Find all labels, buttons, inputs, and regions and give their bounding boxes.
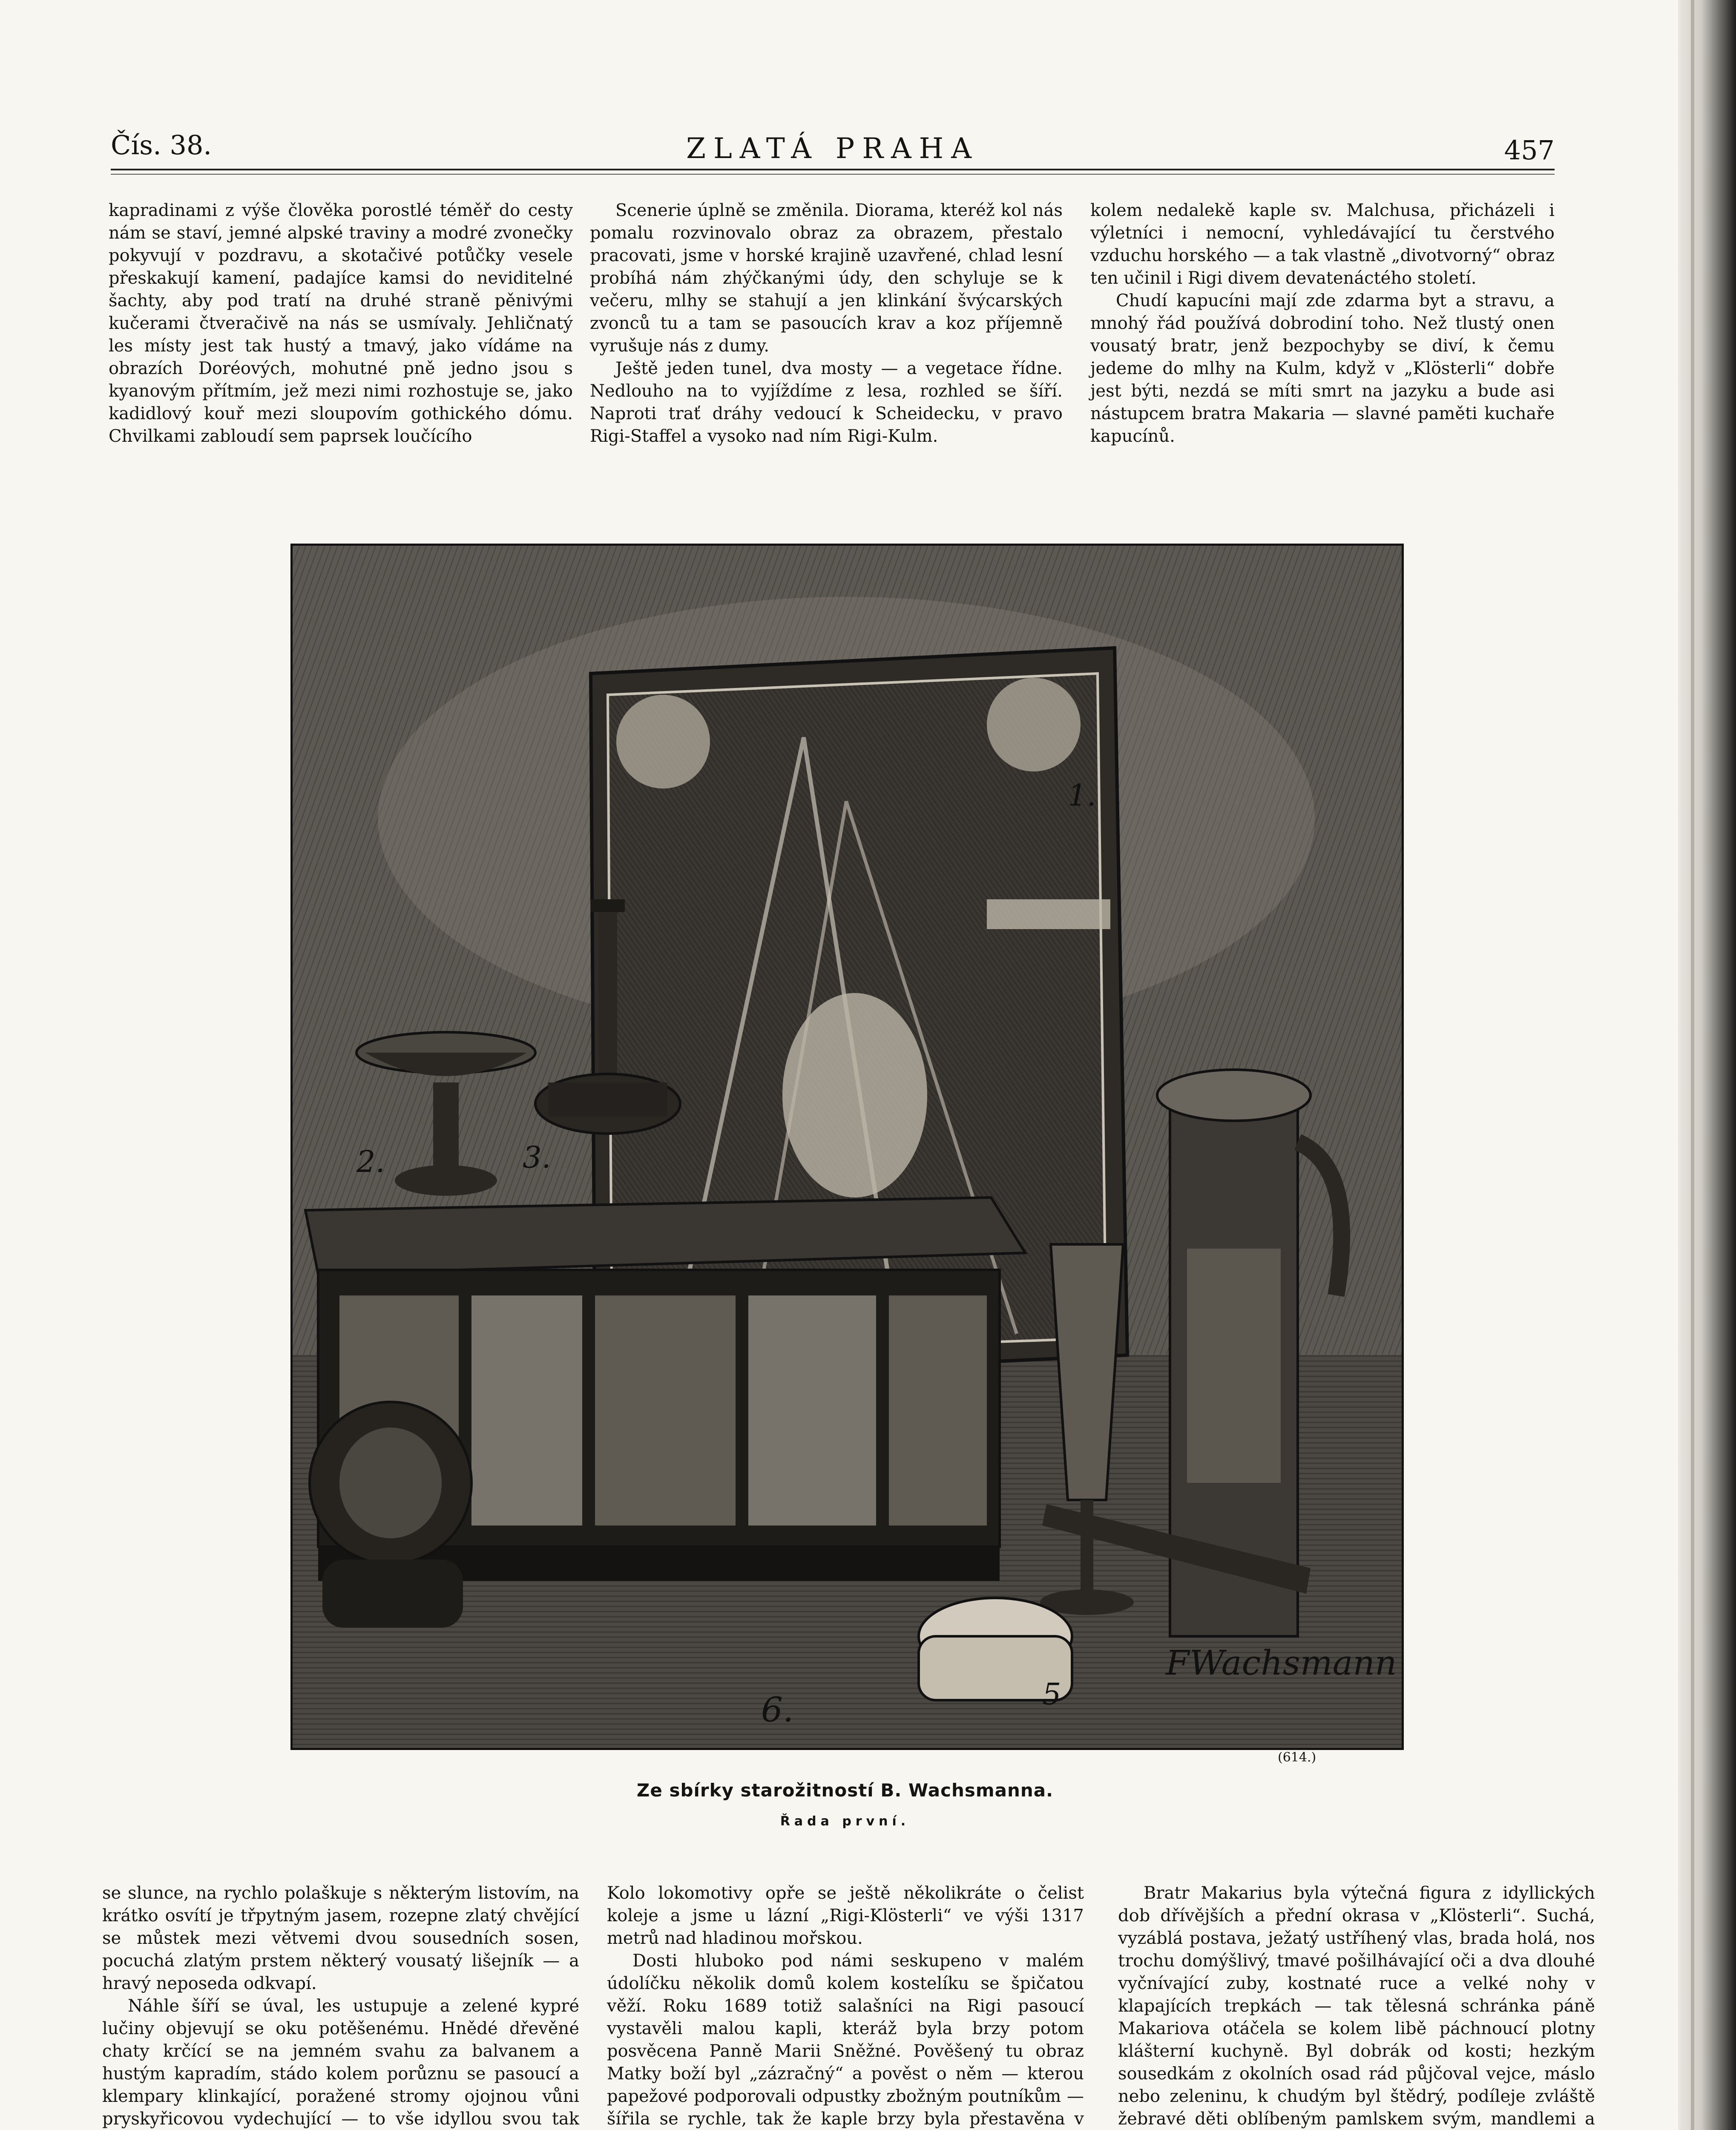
bottom-column-left: [102, 1882, 579, 2130]
paragraph: Bratr Makarius byla výtečná figura z idyllických dob dřívějších a přední okrasa v „Klösterli“. Suchá, vyzáblá postava, ježatý ustříhený vlas, brada holá, nos trochu domýšlivý, tmavé pošilhávající oči a dva dlouhé vyčnívající zuby, kostnaté ruce a velké nohy v klapajících trepkách — tak tělesná schránka páně Makariova otáčela se kolem libě páchnoucí plotny klášterní kuchyně. Byl dobrák od kosti; hezkým sousedkám z okolních osad rád půjčoval vejce, máslo nebo zeleninu, k chudým byl štědrý, podíleje zvláště žebravé děti oblíbeným pamlskem svým, mandlemi a: [1118, 1883, 1595, 2129]
figure-subcaption: Řada první.: [780, 1814, 910, 1829]
bottom-column-middle: [607, 1882, 1084, 2130]
paragraph: Ještě jeden tunel, dva mosty — a vegetace řídne. Nedlouho na to vyjíždíme z lesa, rozhled se šíří. Naproti trať dráhy vedoucí k Scheidecku, v pravo Rigi-Staffel a vysoko nad ním Rigi-Kulm.: [590, 359, 1063, 446]
header-rule-thin: [111, 174, 1555, 175]
item-mark-2: 2.: [356, 1144, 385, 1179]
header-rule: [111, 169, 1555, 170]
page-edge: [1678, 0, 1736, 2130]
top-column-middle: [590, 199, 1063, 448]
engraving-illustration: [290, 544, 1404, 1750]
item-mark-3: 3.: [523, 1140, 551, 1175]
ornamental-box-engraving: [310, 1402, 471, 1628]
paragraph: Dosti hluboko pod námi seskupeno v malém údolíčku několik domů kolem kostelíku se špičatou věží. Roku 1689 totiž salašníci na Rigi pasoucí vystavěli malou kapli, kteráž byla brzy potom posvěcena Panně Marii Sněžné. Pověšený tu obraz Matky boží byl „zázračný“ a pověst o něm — kterou papežové podporovali odpustky zbožným poutníkům — šířila se rychle, tak že kaple brzy byla přestavěna v: [607, 1951, 1084, 2129]
bottom-column-right: [1118, 1882, 1595, 2130]
masthead-title: ZLATÁ PRAHA: [686, 132, 979, 165]
item-mark-1: 1.: [1068, 778, 1096, 813]
paragraph: Scenerie úplně se změnila. Diorama, kteréž kol nás pomalu rozvinovalo obraz za obrazem, přestalo pracovati, jsme v horské krajině uzavřené, chlad lesní probíhá nám zhýčkanými údy, den schyluje se k večeru, mlhy se stahují a jen klinkání švýcarských zvonců tu a tam se pasoucích krav a koz příjemně vyrušuje nás z dumy.: [590, 201, 1063, 356]
paragraph: se slunce, na rychlo polaškuje s některým listovím, na krátko osvítí je třpytným jasem, rozepne zlatý chvějící se můstek mezi větvemi dvou sousedních sosen, pocuchá zlatým prstem některý vousatý lišejník — a hravý neposeda odkvapí.: [102, 1883, 579, 1993]
page-number: 457: [1504, 135, 1555, 166]
paragraph: Kolo lokomotivy opře se ještě několikráte o čelist koleje a jsme u lázní „Rigi-Klösterli“ ve výši 1317 metrů nad hladinou mořskou.: [607, 1883, 1084, 1948]
figure-caption: Ze sbírky starožitností B. Wachsmanna.: [636, 1780, 1054, 1801]
paragraph: kolem nedalekě kaple sv. Malchusa, přicházeli i výletníci i nemocní, vyhledávající tu čerstvého vzduchu horského — a tak vlastně „divotvorný“ obraz ten učinil i Rigi divem devatenáctého století.: [1090, 201, 1555, 288]
issue-number: Čís. 38.: [111, 130, 212, 161]
antiques-engraving: [293, 546, 1402, 1748]
figure-number: (614.): [1278, 1750, 1316, 1765]
page-header: [111, 119, 1555, 175]
paragraph: Chudí kapucíni mají zde zdarma byt a stravu, a mnohý řád používá dobrodiní toho. Než tlustý onen vousatý bratr, jenž bezpochyby se diví, k čemu jedeme do mlhy na Kulm, když v „Klösterli“ dobře jest býti, nezdá se míti smrt na jazyku a bude asi nástupcem bratra Makaria — slavné paměti kuchaře kapucínů.: [1090, 291, 1555, 446]
paragraph: kapradinami z výše člověka porostlé téměř do cesty nám se staví, jemné alpské traviny a modré zvonečky pokyvují v pozdravu, a skotačivé potůčky vesele přeskakují kamení, padajíce kamsi do neviditelné šachty, aby pod tratí na druhé straně pěnivými kučerami čtveračivě na nás se usmívaly. Jehličnatý les místy jest tak hustý a tmavý, jako vídáme na obrazích Doréových, mohutné pně jedno jsou s kyanovým přítmím, jež mezi nimi rozhostuje se, jako kadidlový kouř mezi sloupovím gothického dómu. Chvilkami zabloudí sem paprsek loučícího: [109, 201, 573, 446]
item-mark-6: 6.: [761, 1690, 794, 1730]
artist-signature: FWachsmann: [1166, 1643, 1397, 1683]
paragraph: Náhle šíří se úval, les ustupuje a zelené kypré lučiny objevují se oku potěšenému. Hnědé dřevěné chaty krčící se na jemném svahu za balvanem a hustým kapradím, stádo kolem porůznu se pasoucí a klempary klinkající, poražené stromy ojojnou vůni pryskyřicovou vydechující — to vše idyllou svou tak: [102, 1996, 579, 2129]
top-column-right: [1090, 199, 1555, 448]
item-mark-5: 5: [1042, 1677, 1061, 1712]
top-column-left: [109, 199, 573, 448]
